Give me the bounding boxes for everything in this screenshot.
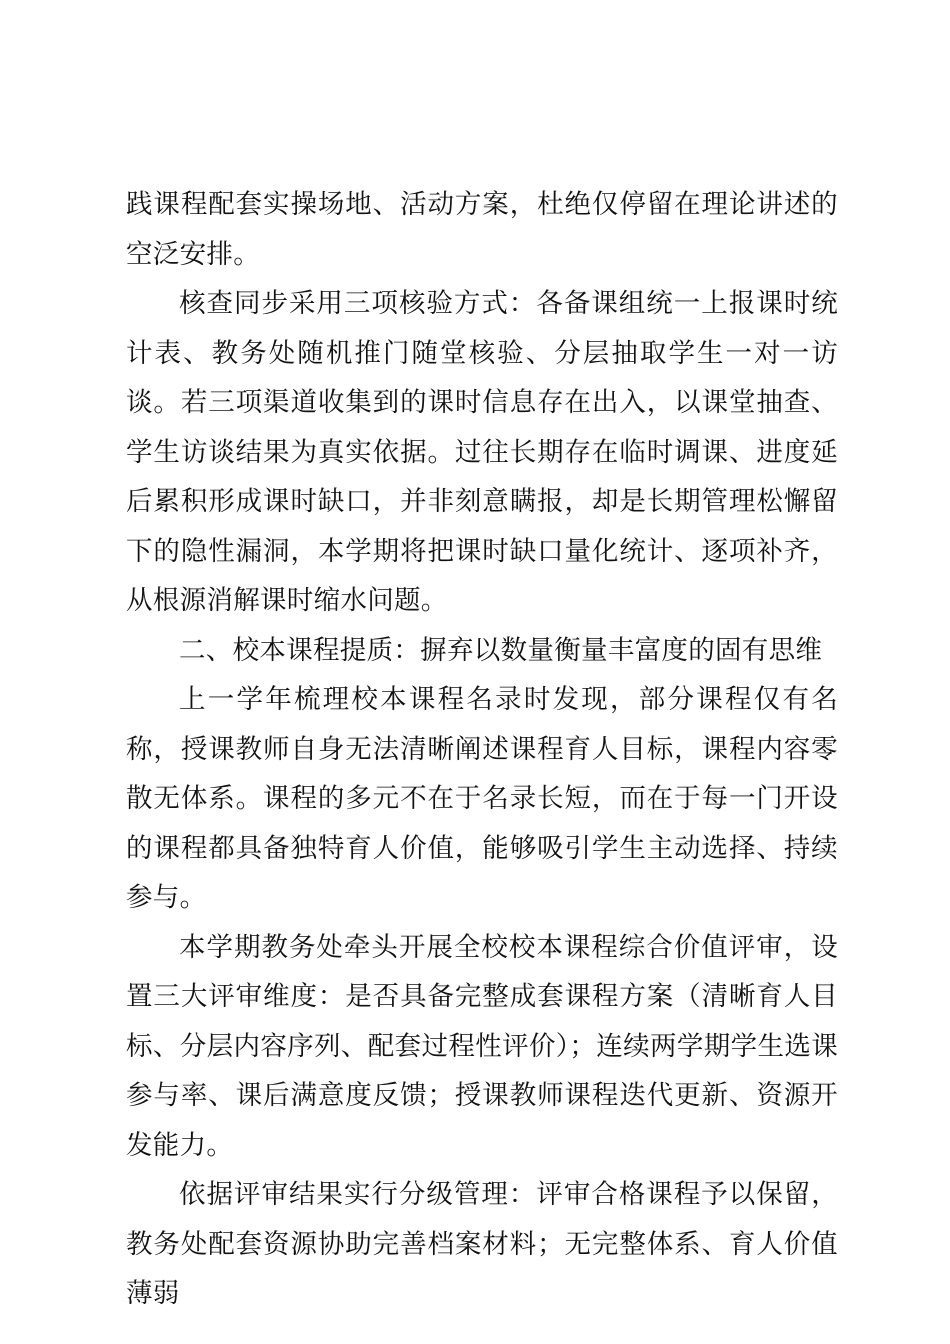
paragraph-course-review-finding: 上一学年梳理校本课程名录时发现，部分课程仅有名称，授课教师自身无法清晰阐述课程育人目标，课程内容零散无体系。课程的多元不在于名录长短，而在于每一门开设的课程都具备独特育人价值，能够吸引学生主动选择、持续参与。: [126, 684, 838, 913]
paragraph-continuation: 践课程配套实操场地、活动方案，杜绝仅停留在理论讲述的空泛安排。: [126, 189, 838, 270]
section-heading-two: 二、校本课程提质：摒弃以数量衡量丰富度的固有思维: [179, 634, 823, 666]
paragraph-verification: 核查同步采用三项核验方式：各备课组统一上报课时统计表、教务处随机推门随堂核验、分层抽取学生一对一访谈。若三项渠道收集到的课时信息存在出入，以课堂抽查、学生访谈结果为真实依据。过往长期存在临时调课、进度延后累积形成课时缺口，并非刻意瞒报，却是长期管理松懈留下的隐性漏洞，本学期将把课时缺口量化统计、逐项补齐，从根源消解课时缩水问题。: [126, 288, 838, 616]
document-body: [126, 180, 838, 1319]
paragraph-graded-management: 依据评审结果实行分级管理：评审合格课程予以保留，教务处配套资源协助完善档案材料；无完整体系、育人价值薄弱: [126, 1179, 838, 1309]
paragraph-evaluation-dimensions: 本学期教务处牵头开展全校校本课程综合价值评审，设置三大评审维度：是否具备完整成套课程方案（清晰育人目标、分层内容序列、配套过程性评价）；连续两学期学生选课参与率、课后满意度反馈；授课教师课程迭代更新、资源开发能力。: [126, 931, 838, 1161]
